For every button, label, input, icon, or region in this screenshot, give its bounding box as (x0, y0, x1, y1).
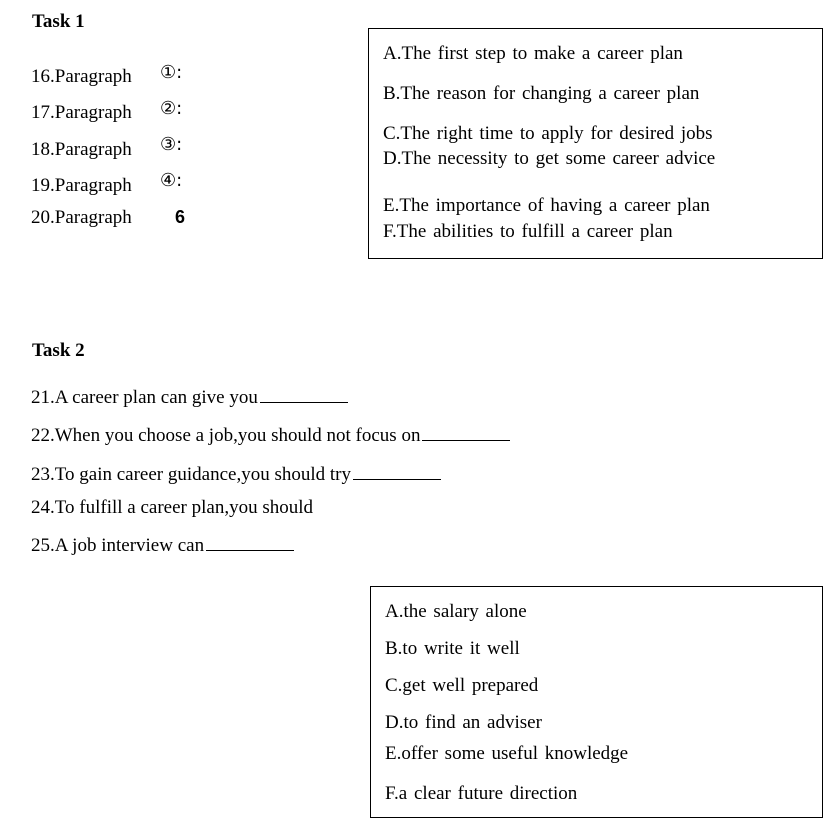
answer-blank-25[interactable] (206, 536, 294, 551)
task1-option-d: D.The necessity to get some career advice (383, 148, 716, 169)
task2-item-21-text: 21.A career plan can give you (31, 387, 258, 408)
task2-option-d: D.to find an adviser (385, 712, 542, 733)
task1-item-20-mark: 6 (175, 207, 186, 227)
task1-options-box (368, 28, 823, 259)
task1-item-19-label: 19.Paragraph (31, 175, 132, 196)
task2-item-24 (31, 497, 313, 519)
task2-item-25-text: 25.A job interview can (31, 535, 205, 556)
task1-item-19-mark: ④: (160, 170, 183, 191)
task1-item-16-mark: ①: (160, 62, 183, 83)
task2-option-f: F.a clear future direction (385, 783, 578, 804)
task1-option-c: C.The right time to apply for desired jobs (383, 123, 713, 144)
task1-item-16-label: 16.Paragraph (31, 66, 132, 87)
task1-option-e: E.The importance of having a career plan (383, 195, 710, 216)
task1-item-18-mark: ③: (160, 134, 183, 155)
task1-option-b: B.The reason for changing a career plan (383, 83, 700, 104)
task2-option-c: C.get well prepared (385, 675, 539, 696)
task1-option-f: F.The abilities to fulfill a career plan (383, 221, 673, 242)
task1-item-17-mark: ②: (160, 98, 183, 119)
task2-option-b: B.to write it well (385, 638, 520, 659)
task1-option-a: A.The first step to make a career plan (383, 43, 683, 64)
task1-heading: Task 1 (32, 11, 85, 32)
answer-blank-21[interactable] (260, 388, 348, 403)
task2-options-box (370, 586, 823, 818)
task2-item-21 (31, 387, 348, 409)
task2-item-23 (31, 464, 441, 486)
task1-item-17-label: 17.Paragraph (31, 102, 132, 123)
task2-option-a: A.the salary alone (385, 601, 527, 622)
task2-item-24-text: 24.To fulfill a career plan,you should (31, 497, 314, 518)
task2-item-22 (31, 425, 510, 447)
task1-item-20-label: 20.Paragraph (31, 207, 132, 228)
task2-heading: Task 2 (32, 340, 85, 361)
answer-blank-22[interactable] (422, 426, 510, 441)
task1-item-18-label: 18.Paragraph (31, 139, 132, 160)
task2-option-e: E.offer some useful knowledge (385, 743, 629, 764)
task2-item-23-text: 23.To gain career guidance,you should try (31, 464, 351, 485)
answer-blank-23[interactable] (353, 465, 441, 480)
task2-item-25 (31, 535, 294, 557)
task2-item-22-text: 22.When you choose a job,you should not focus on (31, 425, 421, 446)
